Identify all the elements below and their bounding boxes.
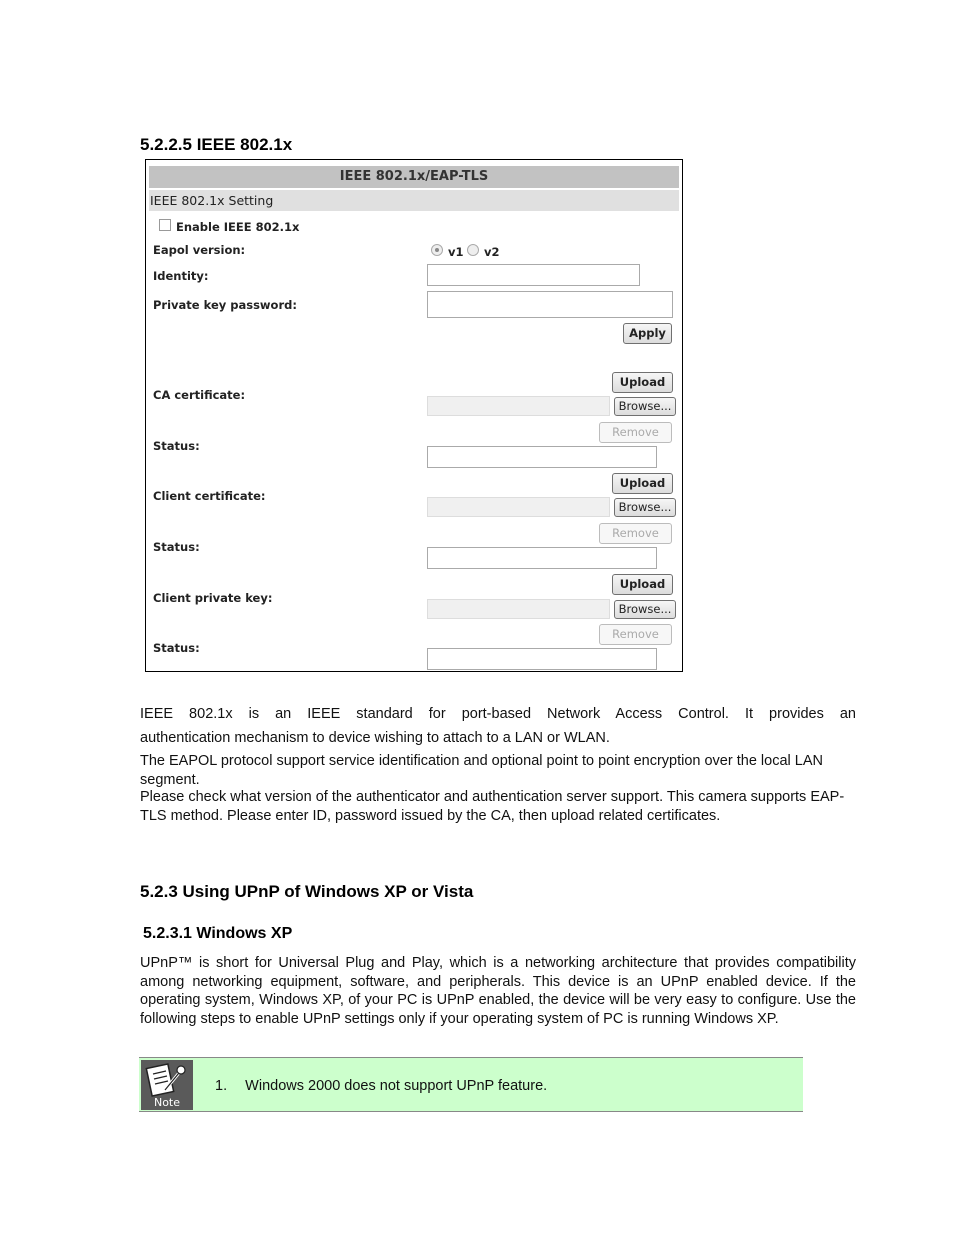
client-cert-status-field — [427, 547, 657, 569]
note-item — [215, 1078, 547, 1094]
description-line-2: authentication mechanism to device wishing to attach to a LAN or WLAN. — [140, 730, 610, 746]
client-cert-status-label: Status: — [153, 540, 200, 554]
client-cert-remove-button[interactable]: Remove — [599, 523, 672, 544]
enable-ieee-8021x-label: Enable IEEE 802.1x — [176, 220, 300, 234]
ca-status-field — [427, 446, 657, 468]
client-key-remove-button[interactable]: Remove — [599, 624, 672, 645]
ca-upload-button[interactable]: Upload — [612, 372, 673, 393]
client-certificate-label: Client certificate: — [153, 489, 266, 503]
eapol-v2-radio[interactable] — [467, 244, 479, 256]
panel-subtitle: IEEE 802.1x Setting — [149, 190, 679, 211]
section-heading-upnp: 5.2.3 Using UPnP of Windows XP or Vista — [140, 882, 474, 901]
ieee-8021x-settings-panel — [145, 159, 683, 672]
client-cert-browse-button[interactable]: Browse... — [614, 498, 676, 517]
ca-status-label: Status: — [153, 439, 200, 453]
description-check-version: Please check what version of the authenticator and authentication server support. This camera supports EAP-TLS method. Please enter ID, password issued by the CA, then upload related certificates. — [140, 789, 845, 824]
ca-file-field[interactable] — [427, 396, 610, 416]
enable-ieee-8021x-checkbox[interactable] — [159, 219, 171, 231]
ca-remove-button[interactable]: Remove — [599, 422, 672, 443]
eapol-version-label: Eapol version: — [153, 243, 246, 257]
description-line-1: IEEE 802.1x is an IEEE standard for port-based Network Access Control. It provides an — [140, 706, 856, 722]
client-key-status-field — [427, 648, 657, 670]
private-key-password-input[interactable] — [427, 291, 673, 318]
client-cert-file-field[interactable] — [427, 497, 610, 517]
client-cert-upload-button[interactable]: Upload — [612, 473, 673, 494]
ca-certificate-label: CA certificate: — [153, 388, 246, 402]
client-key-browse-button[interactable]: Browse... — [614, 600, 676, 619]
note-item-text: Windows 2000 does not support UPnP feature. — [245, 1078, 548, 1094]
client-key-file-field[interactable] — [427, 599, 610, 619]
client-key-upload-button[interactable]: Upload — [612, 574, 673, 595]
ca-browse-button[interactable]: Browse... — [614, 397, 676, 416]
description-eapol: The EAPOL protocol support service identification and optional point to point encryption over the local LAN segment. — [140, 753, 823, 788]
note-icon-label: Note — [153, 1096, 181, 1109]
panel-title: IEEE 802.1x/EAP-TLS — [149, 166, 679, 188]
private-key-password-label: Private key password: — [153, 298, 297, 312]
eapol-v1-radio[interactable] — [431, 244, 443, 256]
section-heading-windows-xp: 5.2.3.1 Windows XP — [143, 925, 293, 942]
note-box — [139, 1057, 803, 1112]
client-private-key-label: Client private key: — [153, 591, 273, 605]
note-icon — [141, 1060, 193, 1110]
apply-button[interactable]: Apply — [623, 323, 672, 344]
identity-input[interactable] — [427, 264, 640, 286]
eapol-v1-label: v1 — [448, 245, 464, 259]
client-key-status-label: Status: — [153, 641, 200, 655]
upnp-description: UPnP™ is short for Universal Plug and Play, which is a networking architecture that provides compatibility among networking equipment, software, and peripherals. This device is an UPnP enabled device. If the operating system, Windows XP, of your PC is UPnP enabled, the device will be very easy to configure. Use the following steps to enable UPnP settings only if your operating system of PC is running Windows XP. — [140, 955, 856, 1027]
section-heading-ieee-8021x: 5.2.2.5 IEEE 802.1x — [140, 135, 293, 154]
note-item-number: 1. — [215, 1078, 228, 1094]
eapol-v2-label: v2 — [484, 245, 500, 259]
identity-label: Identity: — [153, 269, 209, 283]
